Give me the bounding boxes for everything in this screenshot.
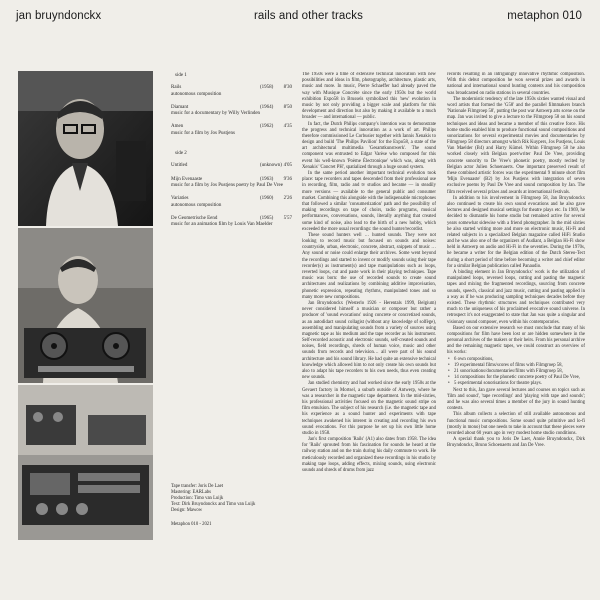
- tape-recorder-photo-icon: [18, 228, 153, 383]
- track-description: autonomous composition: [171, 91, 222, 97]
- credit-line: Production: Timo van Luijk: [171, 496, 224, 502]
- credit-line: Tape transfer: Joris De Laet: [171, 484, 223, 489]
- album-title: rails and other tracks: [254, 10, 363, 22]
- credit-line: Text: Dirk Bruyndonckx and Timo van Luijk: [171, 502, 256, 508]
- liner-paragraph: In the same period another important technical evolution took place: tape recorders and tapes descended from their professional use in recording, film, radio and tv studios and became — in steadily more versions — available to the general public and consumer market. Combining this alongside with the indispensable microphones that followed a similar 'consumerization' path and the possibility of making recordings on tape of choirs, radio programs, musical performances, conversations, sounds, literally anything that created some kind of noise, also lead to the birth of a new hobby, which exceeded the more usual recordings: the sound hunter/recordist.: [302, 171, 436, 232]
- track-year: (1960): [260, 196, 274, 202]
- track-row: [171, 196, 292, 202]
- track-item: [171, 105, 292, 118]
- track-description: autonomous composition: [171, 202, 222, 208]
- liner-paragraph: This album collects a selection of still available autonomous and functional music compositions. Some sound quite primitive and lo-fi (mostly in mono) but one needs to take in account that these pieces were recorded about 60 years ago in very modest home studio conditions.: [447, 412, 585, 436]
- track-description: music for a documentary by Willy Verlinden: [171, 111, 261, 117]
- track-description: music for a film by Jos Pustjens poetry by Paul De Vree: [171, 182, 283, 188]
- track-year: (1958): [260, 85, 274, 91]
- track-year: (1963): [260, 176, 274, 182]
- track-row: [171, 163, 292, 169]
- liner-paragraph: These sound hunters well … hunted sounds. They were not looking to record music but focused on sounds and noises: countryside, urban, electronic, concrete, abstract, snippets of music … Any sound or noise could enlarge their archives. Some went beyond the recordings and started to invent or modify sounds using their tape recorder(s) as instrument(s) and tape manipulations such as loops, reverted loops, cut and paste work in their playing techniques. Tape music was born: the use of recorded sounds to create sound architectures and realizations by combining additive improvisation, phonetic expression, repeating rhythms, manipulated tones and so many more new compositions.: [302, 232, 436, 300]
- track-year: (unknown): [260, 163, 282, 169]
- liner-paragraph: In addition to his involvement in Filmgroep 58, Jan Bruyndonckx also continued to create his own sound evocations and he also gave lectures and designed musical settings for theatre plays etc. In 1969, he decided to dismantle his home studio but remained active for several years somewhat sidewise with a friend photographer. In the mid sixties he also started writing more and more on electronic music, Hi-Fi and related subjects in a specialized Belgian magazine called HiFi Studio and he was also one of the organizers of Audiant, a Belgian Hi-Fi show held in Antwerp on audio and Hi-Fi in the seventies. During the 1970s, he became a writer for the Belgian edition of the Dutch Stereo-Tect during a short period of time before becoming a writer and chief editor for a similar Belgian publication called Panaudio.: [447, 195, 585, 269]
- track-item: [171, 196, 292, 209]
- track-item: [171, 124, 292, 137]
- liner-paragraph: In fact, the Dutch Philips company's intention was to demonstrate the progress and technical innovation as a work of art. Philips therefore commissioned Le Corbusier together with Iannis Xenakis to design and build 'The Philips Pavilion' for the Expo58, a state of the art architectural multimedia 'Gesamtkunstwerk'. The sound component was entrusted to Edgar Varèse who composed for this event his well-known 'Poème Électronique' which was, along with Xenakis' 'Concret PH', spatialized through a huge sound system.: [302, 121, 436, 170]
- track-row: [171, 85, 292, 91]
- track-duration: 9'36: [283, 176, 292, 182]
- liner-notes-column-1: [302, 72, 436, 588]
- works-list-item: • 21 sonorisations/documentaries/films with Filmgroep 58,: [447, 369, 585, 375]
- credits: [171, 484, 291, 529]
- track-duration: 8'30: [283, 85, 292, 91]
- artist-name: jan bruyndonckx: [16, 10, 102, 22]
- track-item: [171, 163, 292, 169]
- studio-equipment-photo-icon: [18, 385, 153, 540]
- liner-paragraph: Based on our extensive research we must conclude that many of his compositions for film have been lost or are hidden somewhere in the personal archives of the makers or their heirs. From his personal archive and the remaining magnetic tapes, we could construct an overview of his works:: [447, 325, 585, 356]
- catalog-line: Metaphon 010 - 2021: [171, 522, 212, 528]
- track-duration: 4'35: [283, 124, 292, 130]
- track-title: De Geometrische Eend: [171, 215, 218, 221]
- liner-notes-column-2: [447, 72, 585, 588]
- track-title: Untitled: [171, 163, 188, 169]
- credit-line: Mastering: EARLabs: [171, 490, 211, 496]
- track-year: (1962): [260, 124, 274, 130]
- liner-paragraph: A special thank you to Joris De Laet, Annie Bruyndonckx, Dirk Bruyndonckx, Bruno Schoenaerts and Jan De Vree.: [447, 437, 585, 449]
- track-item: [171, 177, 292, 190]
- liner-paragraph: Jan Bruyndonckx (Westerlo 1926 - Herentals 1999, Belgium) never considered himself a musician or composer but rather a producer of 'sound evocations' using concrete or concretized sounds, as an autodidact sound collagist (without any knowledge of solfège), assembling and manipulating sounds from a variety of sources using magnetic tape as his medium and the tape recorder as his instrument. Self-recorded acoustic and electronic sounds, self-created sounds and noises, field recordings, shreds of human voice, music and other sounds from records and television… all were part of his sound architecture and his sound library. He had quite an extensive technical knowledge which allowed him to not only create his own sounds but also to adapt his tape recorders to his own needs, thus even creating new sounds.: [302, 300, 436, 381]
- works-list: [447, 357, 585, 388]
- track-title: Amen: [171, 124, 184, 130]
- track-duration: 4'05: [283, 163, 292, 169]
- liner-paragraph: Next to this, Jan gave several lectures and courses on topics such as 'film and sound', 'tape recordings' and 'playing with tape and sounds'; and he was also several times a member of the jury in sound hunting contests.: [447, 387, 585, 412]
- liner-paragraph: The 1950s were a time of extensive technical innovation with new possibilities and ideas in film, photography, architecture, plastic arts, music and more. In music, Pierre Schaeffer had already paved the way with Musique Concrète since the early 1950s but the world exhibition Expo58 in Brussels symbolized this 'new' evolution in music by not only providing a bigger scale and platform for this development and direction but also by making it available to a much broader — and international — public.: [302, 72, 436, 121]
- works-list-item: • 5 experimental sonorisations for theatre plays.: [447, 381, 585, 387]
- track-title: Variaties: [171, 196, 189, 202]
- side-block: [171, 151, 292, 228]
- track-year: (1964): [260, 104, 274, 110]
- track-duration: 2'26: [283, 196, 292, 202]
- catalog-number: metaphon 010: [507, 10, 582, 22]
- track-item: [171, 216, 292, 229]
- side-block: [171, 73, 292, 137]
- track-year: (1965): [260, 215, 274, 221]
- liner-paragraph: The modernistic tendency of the late 1950s sixties wanted visual and word artists that formed the 'G58' and the parallel filmmakers branch 'Nationale Filmgroep 58', putting the post war Antwerp arts scene on the map. Jan was invited to give a lecture to the Filmgroep 58 on his sound techniques and ideas and became a member of this creative force. His home studio enabled him to produce functional sound compositions and sonorizations for several experimental movies and documentaries by Filmgroep 58 directors amongst which Rik Kuypers, Jos Pustjens, Louis Van Maelder (B4) and Harry Kümel. Within Filmgroep 58 he also worked closely with Belgian poet/writer Paul De Vree, providing concrete sonority to De Vree's phonetic poetry, mostly recited by Belgian actor Julien Schoenaerts. One important preserved result of these combined artistic forces was the experimental 9 minute short film 'Mijn Evenaaste' (B2) by Jos Pustjens with integration of seven exclusive poems by Paul De Vree and sound composition by Jan. The film received several prizes and awards at international festivals.: [447, 96, 585, 195]
- track-description: music for a film by Jos Pustjens: [171, 130, 235, 136]
- track-duration: 5'57: [283, 215, 292, 221]
- liner-paragraph: A binding element in Jan Bruyndonckx' work is the utilization of manipulated loops, reversed loops, cutting and pasting the magnetic tapes and mixing the fragmented recordings, sourcing from concrete sounds, speech, classical and jazz music, cutting and pasting applied in a way as if he was producing sampling techniques decades before they existed. These rhythmic structures and techniques contributed very much to the uniqueness of his proclaimed evocative sound universe. In retrospect it's not exaggerated to state that Jan was quite a singular and visionary sound composer, even within his contemporaries.: [447, 270, 585, 325]
- works-list-item: • 19 experimental films/scores of films with Filmgroep 58,: [447, 363, 585, 369]
- liner-paragraph: records resulting in an intriguingly innovative rhythmic composition. With this debut composition he won several prizes and awards in national and international sound hunting contests and his composition was broadcasted on radio stations in several countries.: [447, 72, 585, 96]
- track-row: [171, 124, 292, 130]
- track-item: [171, 85, 292, 98]
- works-list-item: • 14 compositions for the phonetic concrete poetry of Paul De Vree,: [447, 375, 585, 381]
- portrait-photo-icon: [18, 71, 153, 226]
- side-title: side 1: [175, 73, 187, 78]
- credit-line: Design: Mawow: [171, 508, 203, 514]
- track-title: Mijn Evenaaste: [171, 176, 203, 182]
- track-duration: 8'50: [283, 104, 292, 110]
- track-description: music for an animation film by Louis Van Maelder: [171, 222, 273, 228]
- liner-paragraph: Jan studied chemistry and had worked since the early 1950s at the Gevaert factory in Mortsel, a suburb outside of Antwerp, where he was a researcher in the magnetic tape department. In the mid-sixties, his professional activities focused on the magnetic sound stripe on film emulsion. The subject of his research (i.e. the magnetic tape and his experience as a sound hunter and experiments with tape techniques awakened his interest in creating and recording his own sound evocations. For this purpose he set up his own little home studio in 1958.: [302, 381, 436, 436]
- liner-paragraph: Jan's first composition 'Rails' (A1) also dates from 1958. The idea for 'Rails' sprouted from his fascination for sounds he heard at the railway station and on the train during his daily commute to work. He meticulously recorded and organized these recordings in his studio by making tape loops, adding effects, mixing sounds, using electronic sounds and shreds of drums from jazz: [302, 437, 436, 473]
- works-list-item: • 6 own compositions,: [447, 357, 585, 363]
- track-title: Diamant: [171, 104, 189, 110]
- track-title: Rails: [171, 85, 182, 91]
- side-title: side 2: [175, 151, 187, 157]
- tracklist: [171, 73, 292, 242]
